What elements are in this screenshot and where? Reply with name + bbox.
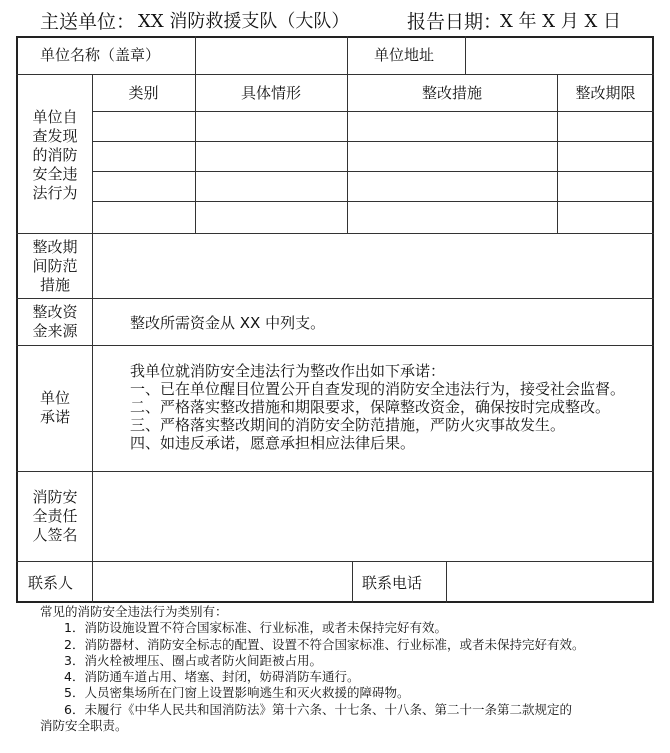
interim-measures-field[interactable]	[93, 234, 654, 298]
notes-item: 4．消防通车道占用、堵塞、封闭，妨碍消防车通行。	[64, 669, 360, 685]
label-line: 整改资	[32, 303, 78, 321]
self-check-row-label	[18, 108, 92, 203]
safety-officer-signature-label	[18, 488, 92, 545]
notes-item-tail: 消防安全职责。	[40, 718, 128, 734]
report-header	[0, 7, 670, 37]
unit-address-label: 单位地址	[374, 46, 435, 64]
unit-name-field[interactable]	[197, 38, 346, 73]
unit-address-field[interactable]	[467, 38, 652, 73]
label-line: 查发现	[32, 127, 78, 145]
row-divider	[16, 298, 654, 299]
violation-categories-notes	[40, 604, 660, 734]
self-check-entry-row[interactable]	[93, 172, 654, 201]
commitment-line: 我单位就消防安全违法行为整改作出如下承诺：	[130, 362, 446, 380]
label-line: 整改期	[32, 238, 78, 256]
col-divider	[347, 36, 348, 74]
label-line: 承诺	[39, 408, 70, 426]
self-check-entry-row[interactable]	[93, 202, 654, 233]
commitment-line: 二、严格落实整改措施和期限要求，保障整改资金，确保按时完成整改。	[130, 398, 611, 416]
report-date-value: X 年 X 月 X 日	[500, 11, 622, 32]
label-line: 间防范	[32, 257, 78, 275]
notes-item: 5．人员密集场所在门窗上设置影响逃生和灭火救援的障碍物。	[64, 685, 410, 701]
commitment-line: 四、如违反承诺，愿意承担相应法律后果。	[130, 434, 416, 452]
report-date-label: 报告日期：	[407, 11, 503, 33]
interim-measures-label	[18, 238, 92, 295]
signature-field[interactable]	[93, 472, 654, 561]
label-line: 消防安	[32, 488, 78, 506]
label-line: 法行为	[32, 184, 78, 202]
notes-item: 3．消火栓被埋压、圈占或者防火间距被占用。	[64, 652, 322, 668]
notes-item: 1．消防设施设置不符合国家标准、行业标准，或者未保持完好有效。	[64, 620, 447, 636]
contact-phone-label: 联系电话	[362, 574, 423, 592]
col-divider	[352, 561, 353, 603]
contact-person-label: 联系人	[28, 574, 74, 592]
label-line: 人签名	[32, 526, 78, 544]
label-line: 单位	[39, 389, 70, 407]
funding-source-label	[18, 303, 92, 341]
commitment-text	[130, 362, 625, 452]
label-line: 措施	[39, 276, 70, 294]
label-line: 安全违	[32, 165, 78, 183]
unit-name-label: 单位名称（盖章）	[40, 46, 161, 64]
notes-intro: 常见的消防安全违法行为类别有：	[40, 604, 228, 619]
label-line: 单位自	[32, 108, 78, 126]
column-header-measures: 整改措施	[421, 84, 482, 102]
row-divider	[16, 345, 654, 346]
label-line: 全责任	[32, 507, 78, 525]
row-divider	[16, 74, 654, 75]
commitment-line: 一、已在单位醒目位置公开自查发现的消防安全违法行为，接受社会监督。	[130, 380, 626, 398]
label-line: 的消防	[32, 146, 78, 164]
commitment-label	[18, 389, 92, 427]
column-header-details: 具体情形	[240, 84, 301, 102]
recipient-value: XX 消防救援支队（大队）	[138, 11, 350, 32]
column-header-category: 类别	[128, 84, 159, 102]
recipient-label: 主送单位：	[40, 11, 136, 33]
column-header-deadline: 整改期限	[575, 84, 636, 102]
self-check-entry-row[interactable]	[93, 112, 654, 141]
contact-person-field[interactable]	[93, 562, 351, 601]
label-line: 金来源	[32, 322, 78, 340]
notes-item: 6．未履行《中华人民共和国消防法》第十六条、十七条、十八条、第二十一条第二款规定的	[64, 701, 572, 717]
notes-item: 2．消防器材、消防安全标志的配置、设置不符合国家标准、行业标准，或者未保持完好有效。	[64, 636, 585, 652]
funding-source-text: 整改所需资金从 XX 中列支。	[130, 314, 326, 332]
commitment-line: 三、严格落实整改期间的消防安全防范措施，严防火灾事故发生。	[130, 416, 566, 434]
contact-phone-field[interactable]	[447, 562, 652, 601]
self-check-entry-row[interactable]	[93, 142, 654, 171]
col-divider	[195, 36, 196, 74]
col-divider	[465, 36, 466, 74]
